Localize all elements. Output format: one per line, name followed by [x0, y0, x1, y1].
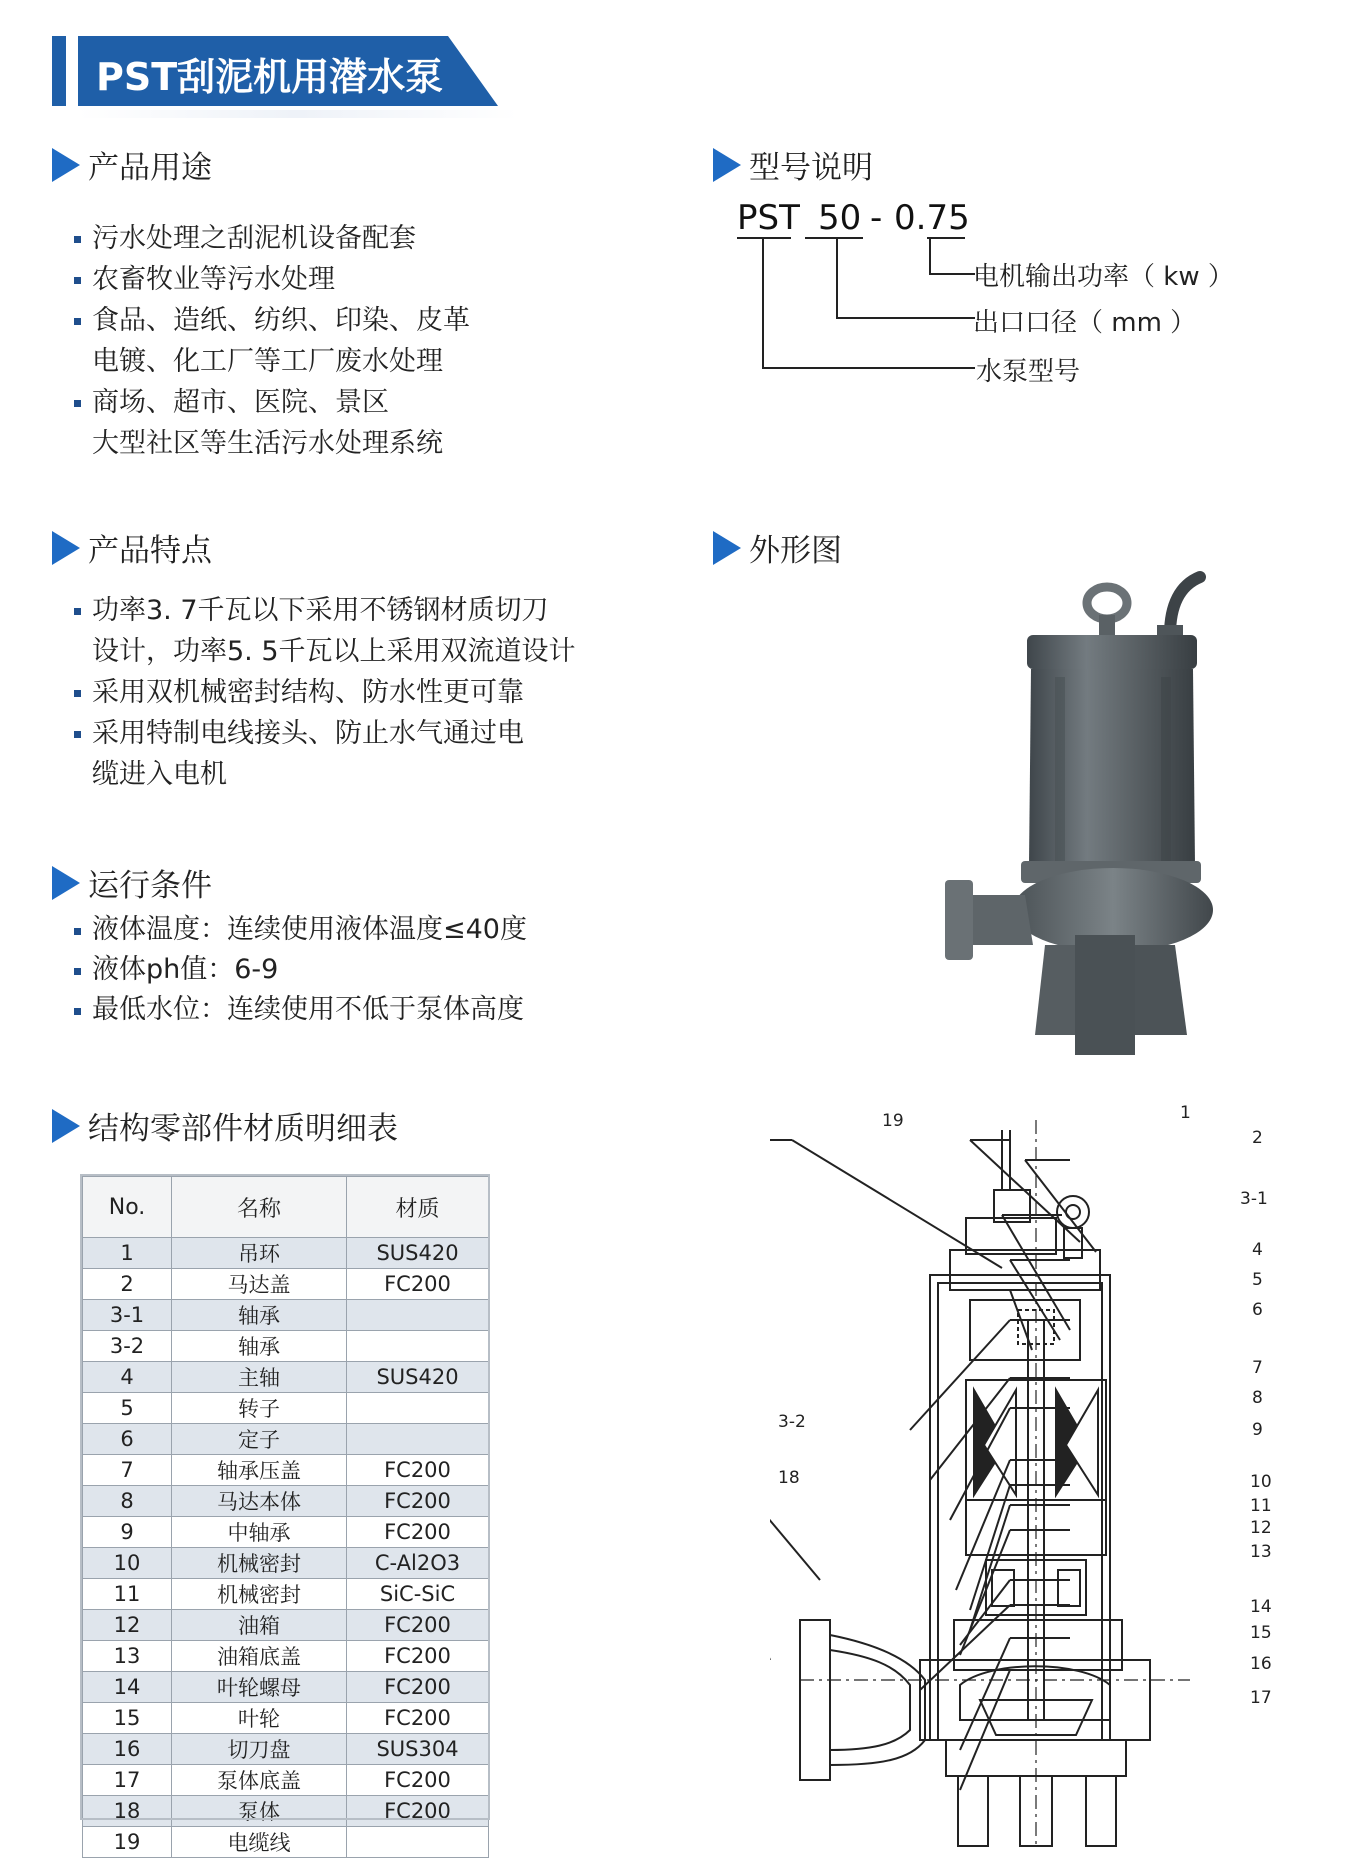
- cell-name: 机械密封: [172, 1548, 347, 1579]
- triangle-bullet-icon: [52, 1109, 80, 1143]
- cell-no: 8: [83, 1486, 172, 1517]
- table-row: [83, 1455, 489, 1486]
- cell-no: 13: [83, 1641, 172, 1672]
- cell-material: FC200: [347, 1703, 489, 1734]
- cell-no: 3-1: [83, 1300, 172, 1331]
- cell-material: [347, 1393, 489, 1424]
- cell-material: FC200: [347, 1269, 489, 1300]
- triangle-bullet-icon: [713, 148, 741, 182]
- cell-no: 6: [83, 1424, 172, 1455]
- table-row: [83, 1300, 489, 1331]
- cell-material: FC200: [347, 1796, 489, 1827]
- cell-material: FC200: [347, 1641, 489, 1672]
- diagram-label: 14: [1250, 1597, 1272, 1617]
- diagram-label: 10: [1250, 1472, 1272, 1492]
- table-row: [83, 1362, 489, 1393]
- cell-no: 5: [83, 1393, 172, 1424]
- title-underline: [78, 110, 518, 118]
- table-row: [83, 1703, 489, 1734]
- section-features-heading: 产品特点: [52, 525, 212, 570]
- diagram-label: 11: [1250, 1496, 1272, 1516]
- cell-material: FC200: [347, 1672, 489, 1703]
- cell-material: [347, 1424, 489, 1455]
- cell-no: 3-2: [83, 1331, 172, 1362]
- legend-power: 电机输出功率（ kw ）: [973, 262, 1234, 292]
- section-parts-heading: 结构零部件材质明细表: [52, 1103, 398, 1148]
- cell-name: 马达盖: [172, 1269, 347, 1300]
- table-row: [83, 1486, 489, 1517]
- diagram-label: 3-2: [778, 1412, 806, 1432]
- list-item: 采用双机械密封结构、防水性更可靠: [52, 672, 576, 713]
- cell-material: SUS420: [347, 1362, 489, 1393]
- cell-material: FC200: [347, 1517, 489, 1548]
- legend-type: 水泵型号: [976, 357, 1081, 387]
- cell-no: 7: [83, 1455, 172, 1486]
- cell-material: [347, 1300, 489, 1331]
- cell-no: 15: [83, 1703, 172, 1734]
- header-no: No.: [83, 1177, 172, 1238]
- list-item: 功率3. 7千瓦以下采用不锈钢材质切刀: [52, 590, 576, 631]
- sectional-diagram: [770, 1100, 1290, 1870]
- cell-material: FC200: [347, 1610, 489, 1641]
- triangle-bullet-icon: [713, 531, 741, 565]
- page-title: PST刮泥机用潜水泵: [96, 55, 444, 99]
- cell-no: 1: [83, 1238, 172, 1269]
- list-item: 污水处理之刮泥机设备配套: [52, 218, 470, 259]
- list-item: 食品、造纸、纺织、印染、皮革: [52, 300, 470, 341]
- list-item: 采用特制电线接头、防止水气通过电: [52, 713, 576, 754]
- cell-no: 18: [83, 1796, 172, 1827]
- header-name: 名称: [172, 1177, 347, 1238]
- cell-name: 吊环: [172, 1238, 347, 1269]
- table-row: [83, 1238, 489, 1269]
- cell-no: 19: [83, 1827, 172, 1858]
- model-code-dash: -: [870, 198, 883, 238]
- table-row: [83, 1672, 489, 1703]
- model-code-outlet: 50: [818, 198, 862, 238]
- cell-name: 轴承压盖: [172, 1455, 347, 1486]
- cell-no: 11: [83, 1579, 172, 1610]
- list-item: 液体ph值：6-9: [52, 950, 527, 990]
- triangle-bullet-icon: [52, 531, 80, 565]
- list-item: 液体温度：连续使用液体温度≤40度: [52, 910, 527, 950]
- cell-name: 叶轮螺母: [172, 1672, 347, 1703]
- diagram-label: 4: [1252, 1240, 1263, 1260]
- cell-no: 14: [83, 1672, 172, 1703]
- section-model-heading: 型号说明: [713, 142, 873, 187]
- features-list: [52, 590, 576, 795]
- diagram-label: 16: [1250, 1654, 1272, 1674]
- cell-no: 17: [83, 1765, 172, 1796]
- list-item-continuation: 设计，功率5. 5千瓦以上采用双流道设计: [92, 636, 576, 667]
- diagram-label: 18: [778, 1468, 800, 1488]
- list-item: 最低水位：连续使用不低于泵体高度: [52, 990, 527, 1030]
- table-row: [83, 1269, 489, 1300]
- section-conditions-heading: 运行条件: [52, 860, 212, 905]
- cell-name: 轴承: [172, 1300, 347, 1331]
- diagram-label: 9: [1252, 1420, 1263, 1440]
- section-usage-heading: 产品用途: [52, 142, 212, 187]
- cell-no: 9: [83, 1517, 172, 1548]
- cell-no: 2: [83, 1269, 172, 1300]
- cell-name: 泵体: [172, 1796, 347, 1827]
- table-row: [83, 1579, 489, 1610]
- cell-name: 轴承: [172, 1331, 347, 1362]
- table-row: [83, 1610, 489, 1641]
- pump-photo: [935, 565, 1235, 1070]
- table-row: [83, 1548, 489, 1579]
- table-row: [83, 1393, 489, 1424]
- list-item-continuation: 大型社区等生活污水处理系统: [92, 428, 443, 459]
- diagram-label: 6: [1252, 1300, 1263, 1320]
- table-row: [83, 1331, 489, 1362]
- cell-material: [347, 1827, 489, 1858]
- cell-material: C-Al2O3: [347, 1548, 489, 1579]
- legend-outlet: 出口口径（ mm ）: [973, 308, 1197, 338]
- cell-material: SUS304: [347, 1734, 489, 1765]
- diagram-label: 17: [1250, 1688, 1272, 1708]
- cell-name: 定子: [172, 1424, 347, 1455]
- cell-material: FC200: [347, 1765, 489, 1796]
- cell-material: FC200: [347, 1455, 489, 1486]
- section-appearance-heading: 外形图: [713, 525, 842, 570]
- cell-no: 12: [83, 1610, 172, 1641]
- diagram-label: 13: [1250, 1542, 1272, 1562]
- cell-no: 16: [83, 1734, 172, 1765]
- cell-name: 马达本体: [172, 1486, 347, 1517]
- cell-name: 泵体底盖: [172, 1765, 347, 1796]
- table-row: [83, 1641, 489, 1672]
- cell-material: [347, 1331, 489, 1362]
- header-material: 材质: [347, 1177, 489, 1238]
- list-item-continuation: 缆进入电机: [92, 759, 227, 790]
- table-row: [83, 1424, 489, 1455]
- diagram-label: 2: [1252, 1128, 1263, 1148]
- table-header-row: [83, 1177, 489, 1238]
- cell-material: FC200: [347, 1486, 489, 1517]
- list-item: 农畜牧业等污水处理: [52, 259, 470, 300]
- diagram-label: 7: [1252, 1358, 1263, 1378]
- diagram-label: 5: [1252, 1270, 1263, 1290]
- table-row: [83, 1796, 489, 1827]
- list-item-continuation: 电镀、化工厂等工厂废水处理: [92, 346, 443, 377]
- diagram-label: 19: [882, 1111, 904, 1131]
- cell-name: 中轴承: [172, 1517, 347, 1548]
- conditions-list: [52, 910, 527, 1030]
- list-item: 商场、超市、医院、景区: [52, 382, 470, 423]
- cell-name: 电缆线: [172, 1827, 347, 1858]
- table-row: [83, 1765, 489, 1796]
- diagram-label: 15: [1250, 1623, 1272, 1643]
- usage-list: [52, 218, 470, 464]
- cell-no: 10: [83, 1548, 172, 1579]
- cell-name: 切刀盘: [172, 1734, 347, 1765]
- diagram-label: 8: [1252, 1388, 1263, 1408]
- model-code-power: 0.75: [894, 198, 970, 238]
- cell-name: 油箱底盖: [172, 1641, 347, 1672]
- table-row: [83, 1827, 489, 1858]
- cell-name: 主轴: [172, 1362, 347, 1393]
- diagram-label: 1: [1180, 1103, 1191, 1123]
- parts-table: [82, 1176, 489, 1858]
- parts-table-body: [83, 1238, 489, 1858]
- model-legend-lines: [735, 236, 975, 376]
- cell-name: 油箱: [172, 1610, 347, 1641]
- cell-material: SiC-SiC: [347, 1579, 489, 1610]
- diagram-label: 3-1: [1240, 1189, 1268, 1209]
- model-code-type: PST: [737, 198, 800, 238]
- table-row: [83, 1734, 489, 1765]
- cell-name: 叶轮: [172, 1703, 347, 1734]
- table-row: [83, 1517, 489, 1548]
- title-accent-bar: [52, 36, 66, 106]
- cell-name: 机械密封: [172, 1579, 347, 1610]
- triangle-bullet-icon: [52, 148, 80, 182]
- diagram-label: 12: [1250, 1518, 1272, 1538]
- cell-no: 4: [83, 1362, 172, 1393]
- cell-material: SUS420: [347, 1238, 489, 1269]
- cell-name: 转子: [172, 1393, 347, 1424]
- triangle-bullet-icon: [52, 866, 80, 900]
